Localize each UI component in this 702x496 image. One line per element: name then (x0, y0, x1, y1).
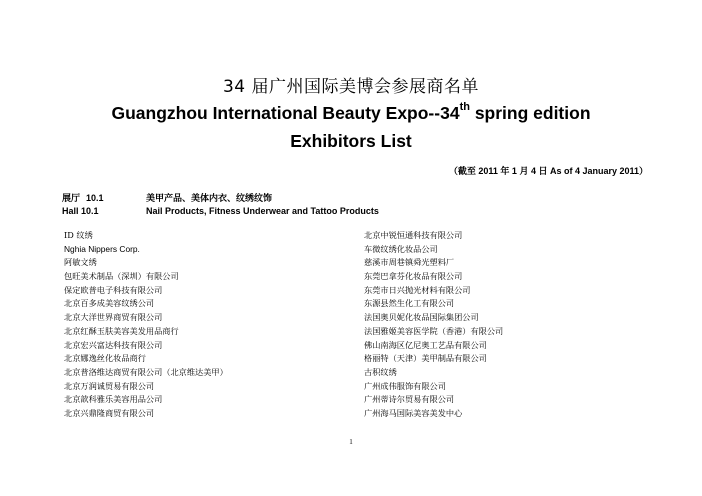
exhibitor-item: 北京兴鼎隆商贸有限公司 (64, 407, 155, 418)
exhibitor-item: 广州成伟服饰有限公司 (364, 380, 446, 391)
hall-category-en: Nail Products, Fitness Underwear and Tattoo Products (146, 206, 379, 216)
exhibitor-item: 慈溪市周巷镇舜光塑料厂 (364, 257, 455, 268)
hall-heading-english (62, 204, 379, 218)
exhibitor-item: 保定欧普电子科技有限公司 (64, 284, 163, 295)
hall-prefix-cn: 展厅 (62, 193, 81, 203)
title-english-main: Guangzhou International Beauty Expo--34 (111, 103, 460, 123)
exhibitor-item: 北京红酥玉肤美容美发用品商行 (64, 325, 179, 336)
exhibitor-list-right (364, 229, 664, 421)
exhibitor-item: ID 纹绣 (64, 230, 93, 240)
exhibitor-list-left (64, 229, 364, 421)
page-number: 1 (349, 438, 353, 446)
exhibitor-item: 北京百多成美容纹绣公司 (64, 298, 155, 309)
exhibitor-item: 广州蒂诗尔贸易有限公司 (364, 394, 455, 405)
exhibitor-item: 东源县然生化工有限公司 (364, 298, 455, 309)
title-english (0, 101, 702, 125)
exhibitor-item: 广州海马国际美容美发中心 (364, 407, 463, 418)
exhibitor-item: 北京宏兴富达科技有限公司 (64, 339, 163, 350)
exhibitor-item: 北京娜逸丝化妆品商行 (64, 353, 146, 364)
title-chinese: 34 届广州国际美博会参展商名单 (222, 77, 480, 97)
exhibitor-item: 北京大洋世界商贸有限公司 (64, 312, 163, 323)
exhibitor-item: 佛山南海区亿尼奥工艺品有限公司 (364, 339, 487, 350)
hall-number: 10.1 (86, 193, 104, 203)
exhibitor-item: 北京万润诚贸易有限公司 (64, 380, 155, 391)
exhibitor-item: 北京普洛维达商贸有限公司（北京维达美甲） (64, 366, 228, 377)
hall-heading-chinese (62, 191, 272, 205)
exhibitor-item: 法国奥贝妮化妆品国际集团公司 (364, 312, 479, 323)
exhibitor-item: 法国雅姬美容医学院（香港）有限公司 (364, 325, 504, 336)
exhibitor-item: 古积纹绣 (364, 366, 397, 377)
exhibitor-item: 格丽特（天津）美甲制品有限公司 (364, 353, 487, 364)
subtitle: Exhibitors List (290, 131, 412, 151)
title-english-tail: spring edition (469, 103, 591, 123)
exhibitor-item: 车微纹绣化妆品公司 (364, 243, 438, 254)
exhibitor-item: 包旺美术制品（深圳）有限公司 (64, 271, 179, 282)
title-english-ordinal: th (459, 101, 470, 113)
hall-prefix-en: Hall 10.1 (62, 206, 99, 216)
as-of-date: （截至 2011 年 1 月 4 日 As of 4 January 2011） (448, 166, 648, 176)
exhibitor-item: 北京中锐恒通科技有限公司 (364, 230, 463, 240)
exhibitor-item: Nghia Nippers Corp. (64, 243, 140, 254)
exhibitor-item: 东莞巴拿芬化妆品有限公司 (364, 271, 463, 282)
exhibitor-item: 阿敏文绣 (64, 257, 97, 268)
exhibitor-item: 东莞市日兴抛光材料有限公司 (364, 284, 471, 295)
exhibitor-item: 北京歆科雅乐美容用品公司 (64, 394, 163, 405)
hall-category-cn: 美甲产品、美体内衣、纹绣纹饰 (146, 193, 273, 203)
